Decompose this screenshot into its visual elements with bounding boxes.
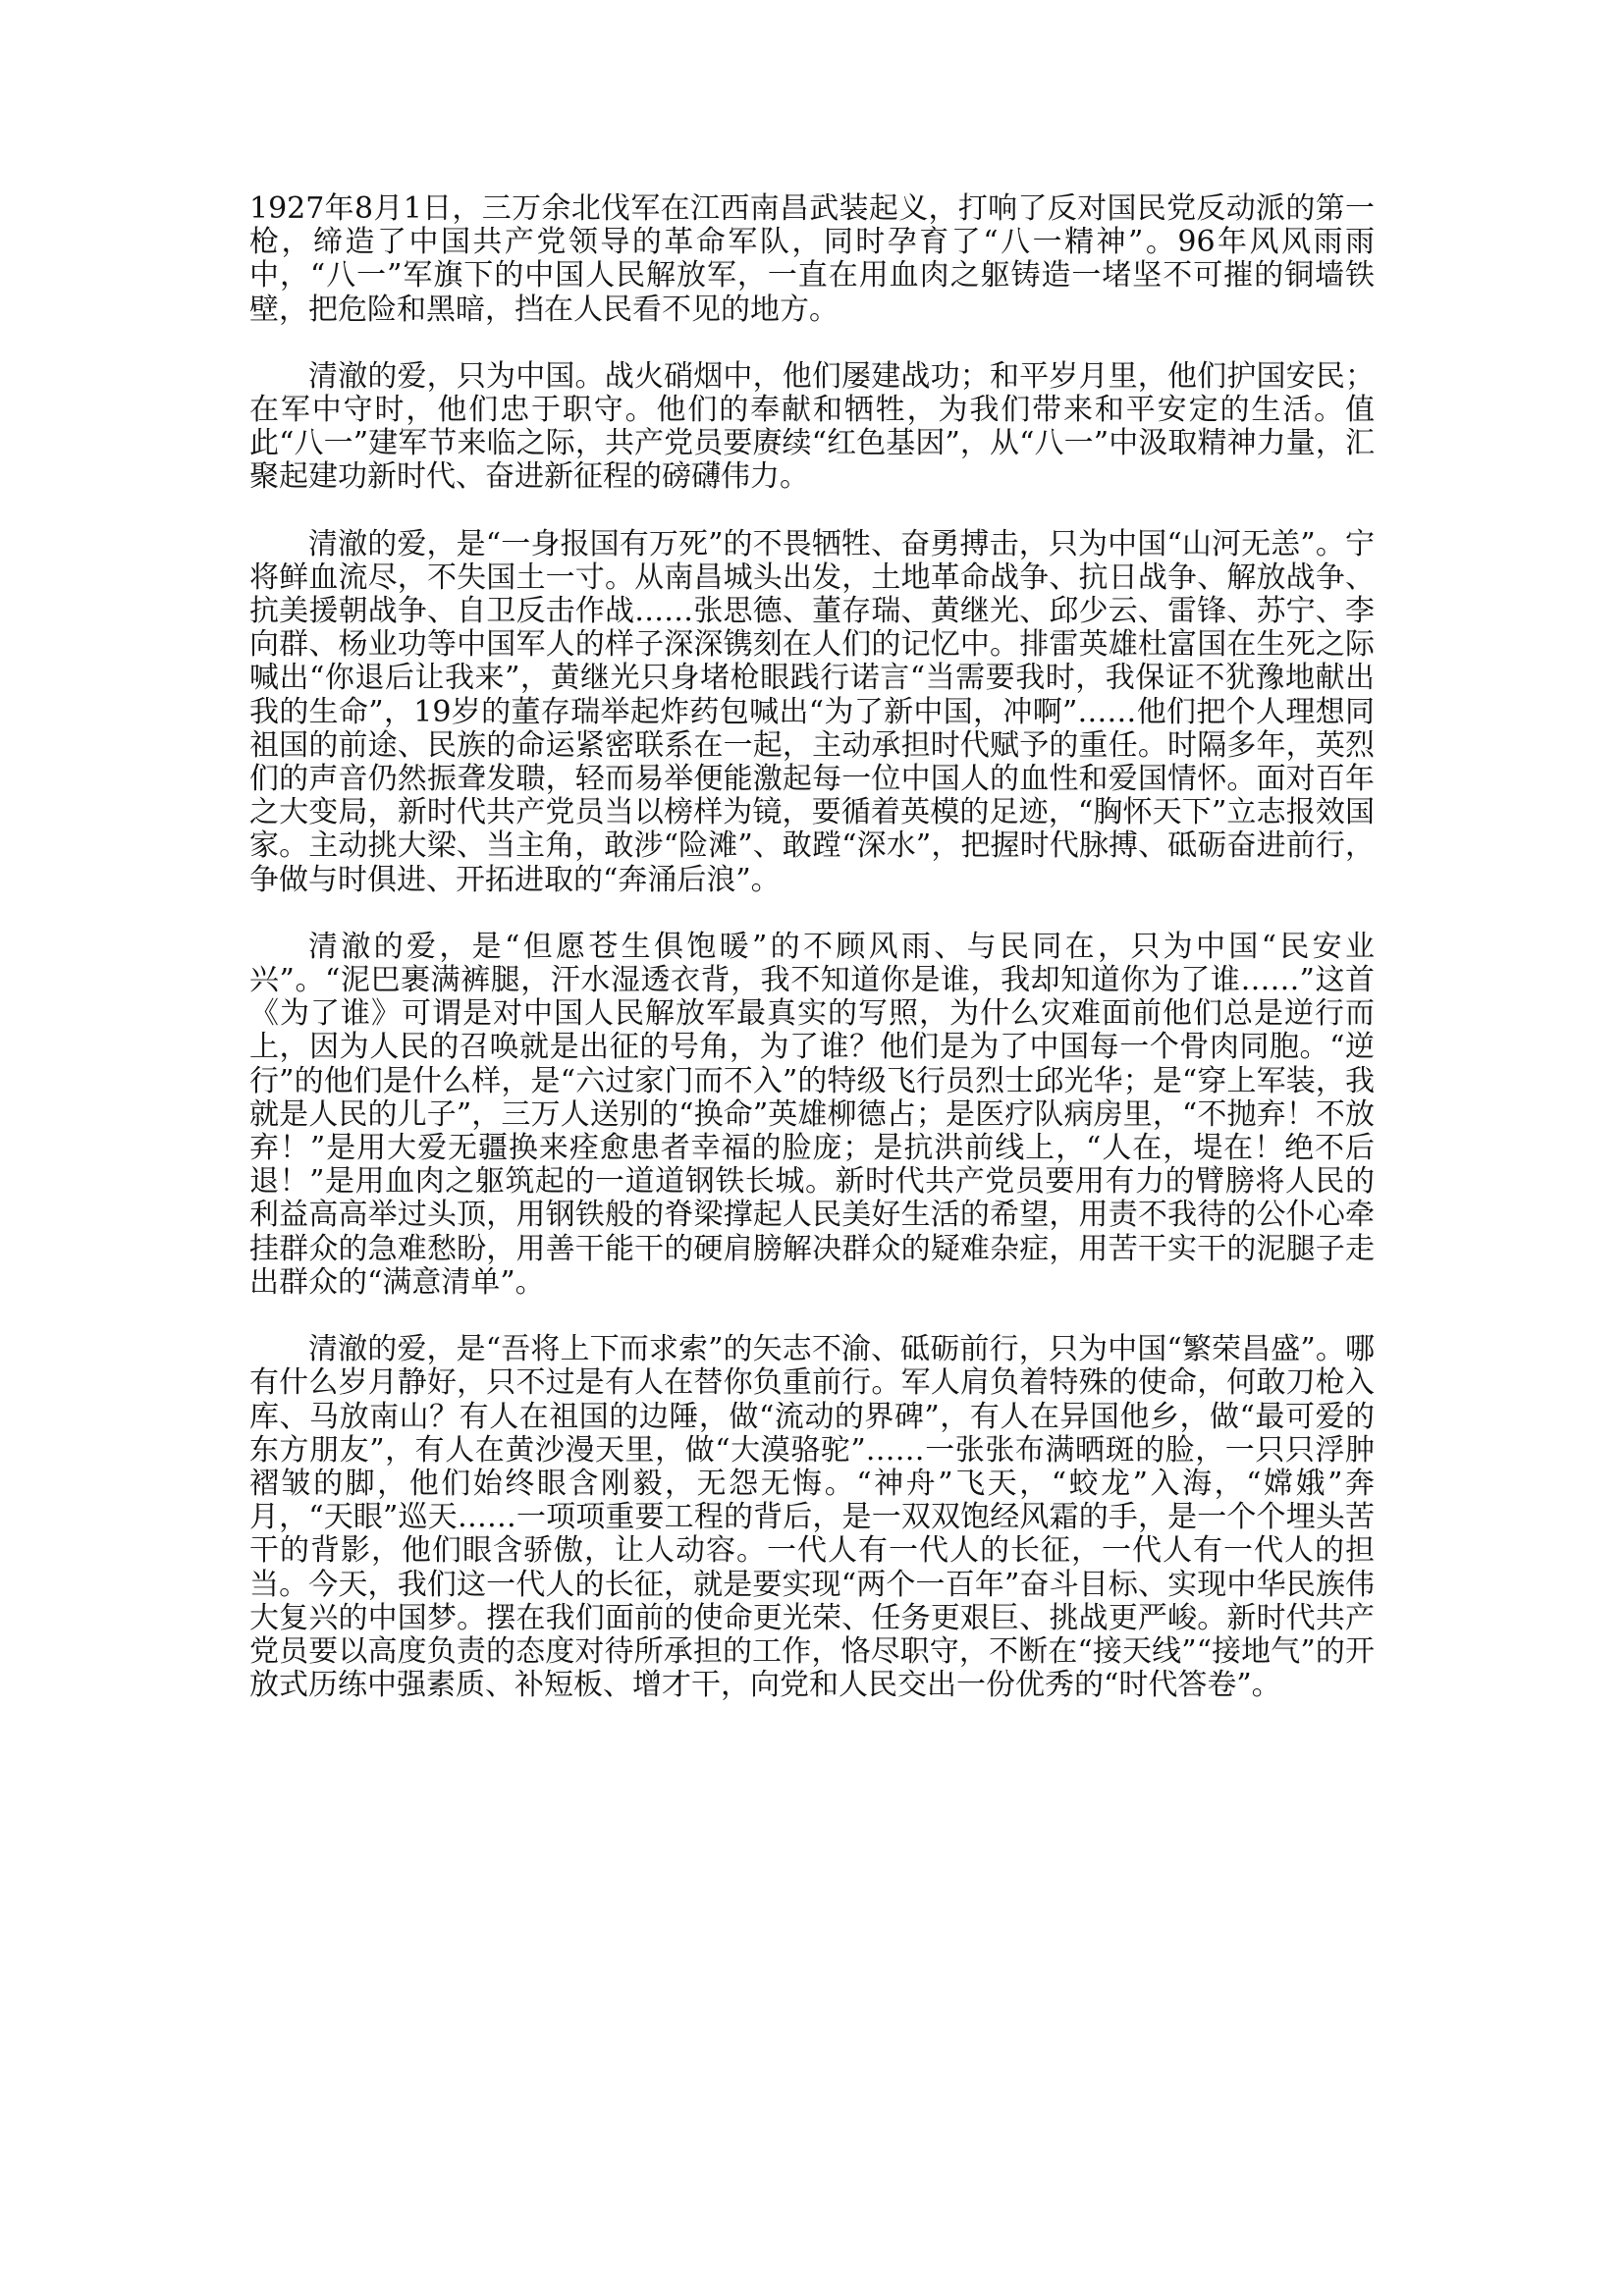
paragraph-people-prosperity: 清澈的爱，是“但愿苍生俱饱暖”的不顾风雨、与民同在，只为中国“民安业兴”。“泥巴裹满裤腿，汗水湿透衣背，我不知道你是谁，我却知道你为了谁……”这首《为了谁》可谓是对中国人民解放军最真实的写照，为什么灾难面前他们总是逆行而上，因为人民的召唤就是出征的号角，为了谁？他们是为了中国每一个骨肉同胞。“逆行”的他们是什么样，是“六过家门而不入”的特级飞行员烈士邱光华；是“穿上军装，我就是人民的儿子”，三万人送别的“换命”英雄柳德占；是医疗队病房里，“不抛弃！不放弃！”是用大爱无疆换来痊愈患者幸福的脸庞；是抗洪前线上，“人在，堤在！绝不后退！”是用血肉之躯筑起的一道道钢铁长城。新时代共产党员要用有力的臂膀将人民的利益高高举过头顶，用钢铁般的脊梁撑起人民美好生活的希望，用责不我待的公仆心牵挂群众的急难愁盼，用善干能干的硬肩膀解决群众的疑难杂症，用苦干实干的泥腿子走出群众的“满意清单”。 [249, 929, 1375, 1300]
paragraph-intro: 1927年8月1日，三万余北伐军在江西南昌武装起义，打响了反对国民党反动派的第一枪，缔造了中国共产党领导的革命军队，同时孕育了“八一精神”。96年风风雨雨中，“八一”军旗下的中国人民解放军，一直在用血肉之躯铸造一堵坚不可摧的铜墙铁壁，把危险和黑暗，挡在人民看不见的地方。 [249, 191, 1375, 327]
paragraph-prosperous-china: 清澈的爱，是“吾将上下而求索”的矢志不渝、砥砺前行，只为中国“繁荣昌盛”。哪有什么岁月静好，只不过是有人在替你负重前行。军人肩负着特殊的使命，何敢刀枪入库、马放南山？有人在祖国的边陲，做“流动的界碑”，有人在异国他乡，做“最可爱的东方朋友”，有人在黄沙漫天里，做“大漠骆驼”……一张张布满晒斑的脸，一只只浮肿褶皱的脚，他们始终眼含刚毅，无怨无悔。“神舟”飞天，“蛟龙”入海，“嫦娥”奔月，“天眼”巡天……一项项重要工程的背后，是一双双饱经风霜的手，是一个个埋头苦干的背影，他们眼含骄傲，让人动容。一代人有一代人的长征，一代人有一代人的担当。今天，我们这一代人的长征，就是要实现“两个一百年”奋斗目标、实现中华民族伟大复兴的中国梦。摆在我们面前的使命更光荣、任务更艰巨、挑战更严峻。新时代共产党员要以高度负责的态度对待所承担的工作，恪尽职守，不断在“接天线”“接地气”的开放式历练中强素质、补短板、增才干，向党和人民交出一份优秀的“时代答卷”。 [249, 1332, 1375, 1703]
paragraph-only-for-china: 清澈的爱，只为中国。战火硝烟中，他们屡建战功；和平岁月里，他们护国安民；在军中守时，他们忠于职守。他们的奉献和牺牲，为我们带来和平安定的生活。值此“八一”建军节来临之际，共产党员要赓续“红色基因”，从“八一”中汲取精神力量，汇聚起建功新时代、奋进新征程的磅礴伟力。 [249, 358, 1375, 495]
article-body [249, 192, 1375, 1735]
paragraph-mountains-rivers: 清澈的爱，是“一身报国有万死”的不畏牺牲、奋勇搏击，只为中国“山河无恙”。宁将鲜血流尽，不失国土一寸。从南昌城头出发，土地革命战争、抗日战争、解放战争、抗美援朝战争、自卫反击作战……张思德、董存瑞、黄继光、邱少云、雷锋、苏宁、李向群、杨业功等中国军人的样子深深镌刻在人们的记忆中。排雷英雄杜富国在生死之际喊出“你退后让我来”，黄继光只身堵枪眼践行诺言“当需要我时，我保证不犹豫地献出我的生命”，19岁的董存瑞举起炸药包喊出“为了新中国，冲啊”……他们把个人理想同祖国的前途、民族的命运紧密联系在一起，主动承担时代赋予的重任。时隔多年，英烈们的声音仍然振聋发聩，轻而易举便能激起每一位中国人的血性和爱国情怀。面对百年之大变局，新时代共产党员当以榜样为镜，要循着英模的足迹，“胸怀天下”立志报效国家。主动挑大梁、当主角，敢涉“险滩”、敢蹚“深水”，把握时代脉搏、砥砺奋进前行，争做与时俱进、开拓进取的“奔涌后浪”。 [249, 526, 1375, 897]
